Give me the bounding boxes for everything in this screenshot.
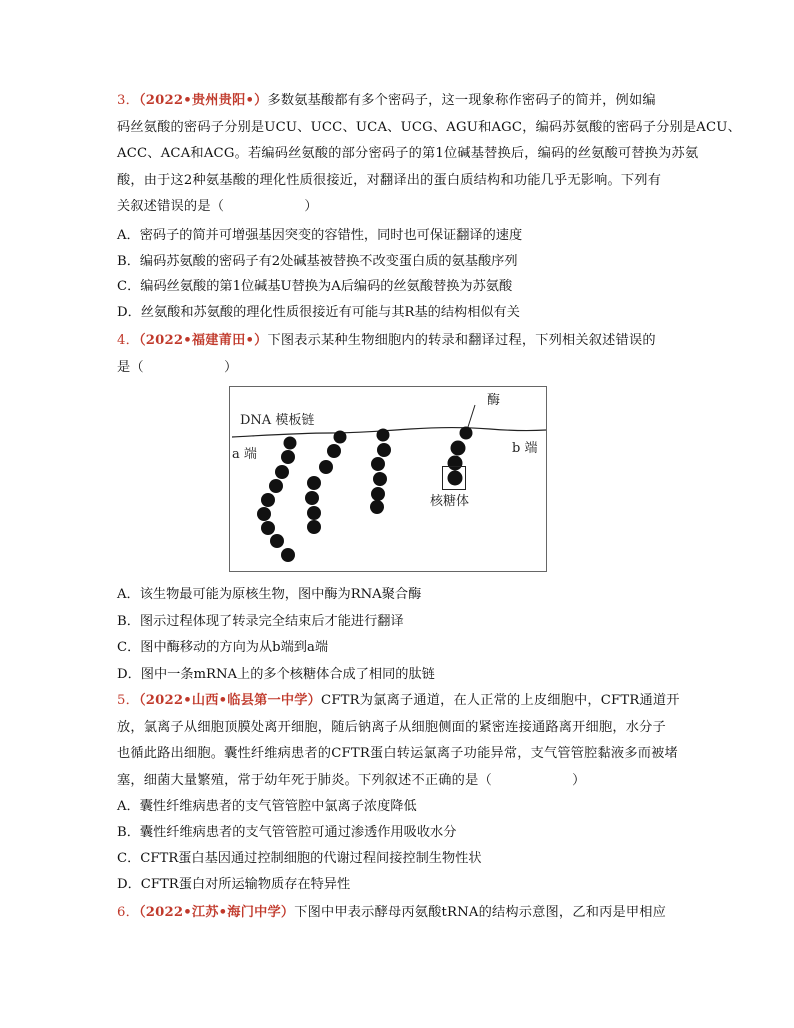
question-5-option-b: B．囊性纤维病患者的支气管管腔可通过渗透作用吸收水分 bbox=[117, 825, 457, 840]
question-4-option-b: B．图示过程体现了转录完全结束后才能进行翻译 bbox=[117, 613, 404, 629]
transcription-translation-figure bbox=[229, 386, 547, 572]
ribosome-dot bbox=[284, 437, 297, 450]
question-5-number: 5． bbox=[117, 693, 139, 708]
question-4-options bbox=[117, 585, 677, 691]
question-3-source: （2022•贵州贵阳•） bbox=[138, 93, 268, 108]
question-3-number: 3． bbox=[117, 93, 139, 108]
question-4 bbox=[117, 328, 677, 381]
ribosome-dot bbox=[307, 476, 321, 490]
ribosome-dot bbox=[319, 460, 333, 474]
question-6-number: 6． bbox=[117, 905, 139, 920]
a-end-label: a 端 bbox=[232, 447, 257, 462]
question-5 bbox=[117, 688, 680, 794]
ribosome-dot bbox=[305, 491, 319, 505]
question-3 bbox=[117, 88, 741, 221]
question-3-line-4: 酸，由于这2种氨基酸的理化性质很接近，对翻译出的蛋白质结构和功能几乎无影响。下列有 bbox=[117, 172, 662, 188]
ribosome-dot bbox=[327, 444, 341, 458]
ribosome-dot bbox=[281, 548, 295, 562]
ribosome-dot bbox=[270, 534, 284, 548]
question-4-option-c: C．图中酶移动的方向为从b端到a端 bbox=[117, 640, 329, 655]
question-4-line-1: 4．（2022•福建莆田•）下图表示某种生物细胞内的转录和翻译过程，下列相关叙述错误的 bbox=[117, 333, 656, 348]
ribosome-dot bbox=[257, 507, 271, 521]
question-5-option-a: A．囊性纤维病患者的支气管管腔中氯离子浓度降低 bbox=[117, 799, 417, 814]
ribosome-dot bbox=[261, 493, 275, 507]
ribosome-dot bbox=[307, 506, 321, 520]
enzyme-label: 酶 bbox=[487, 393, 501, 408]
question-4-option-d: D．图中一条mRNA上的多个核糖体合成了相同的肽链 bbox=[117, 666, 435, 682]
question-3-option-c: C．编码丝氨酸的第1位碱基U替换为A后编码的丝氨酸替换为苏氨酸 bbox=[117, 279, 513, 294]
question-5-line-3: 也循此路出细胞。囊性纤维病患者的CFTR蛋白转运氯离子功能异常，支气管管腔黏液多而被堵 bbox=[117, 746, 678, 761]
question-3-line-2: 码丝氨酸的密码子分别是UCU、UCC、UCA、UCG、AGU和AGC，编码苏氨酸的密码子分别是ACU、 bbox=[117, 119, 741, 135]
question-3-option-b: B．编码苏氨酸的密码子有2处碱基被替换不改变蛋白质的氨基酸序列 bbox=[117, 253, 518, 269]
ribosome-label: 核糖体 bbox=[430, 494, 470, 509]
ribosome-dot bbox=[334, 431, 347, 444]
ribosome-dot bbox=[307, 520, 321, 534]
question-6 bbox=[117, 900, 677, 927]
question-4-line-2: 是（ ） bbox=[117, 359, 238, 375]
ribosome-dot bbox=[261, 521, 275, 535]
question-3-option-a: A．密码子的简并可增强基因突变的容错性，同时也可保证翻译的速度 bbox=[117, 228, 523, 243]
enzyme-pointer bbox=[468, 405, 475, 427]
question-5-line-4: 塞，细菌大量繁殖，常于幼年死于肺炎。下列叙述不正确的是（ ） bbox=[117, 772, 586, 788]
question-5-line-1: 5．（2022•山西•临县第一中学）CFTR为氯离子通道，在人正常的上皮细胞中，CFTR通道开 bbox=[117, 693, 680, 708]
ribosome-dot bbox=[373, 472, 387, 486]
question-5-options bbox=[117, 797, 677, 901]
ribosome-dot bbox=[275, 465, 289, 479]
question-4-source: （2022•福建莆田•） bbox=[138, 333, 268, 348]
b-end-label: b 端 bbox=[512, 441, 538, 456]
ribosome-dot bbox=[281, 450, 295, 464]
ribosome-dot bbox=[371, 457, 385, 471]
ribosome-dot bbox=[451, 441, 466, 456]
question-5-option-d: D．CFTR蛋白对所运输物质存在特异性 bbox=[117, 877, 351, 892]
question-6-source: （2022•江苏•海门中学） bbox=[138, 905, 295, 920]
question-4-option-a: A．该生物最可能为原核生物，图中酶为RNA聚合酶 bbox=[117, 587, 422, 602]
ribosome-dot bbox=[371, 487, 385, 501]
question-3-options bbox=[117, 226, 677, 328]
enzyme-dot bbox=[460, 427, 473, 440]
ribosome-dot bbox=[377, 443, 391, 457]
question-3-option-d: D．丝氨酸和苏氨酸的理化性质很接近有可能与其R基的结构相似有关 bbox=[117, 304, 520, 320]
question-5-option-c: C．CFTR蛋白基因通过控制细胞的代谢过程间接控制生物性状 bbox=[117, 851, 482, 866]
dna-template-label: DNA 模板链 bbox=[240, 413, 315, 428]
question-6-line-1: 6．（2022•江苏•海门中学）下图中甲表示酵母丙氨酸tRNA的结构示意图，乙和丙是甲相应 bbox=[117, 905, 667, 920]
question-3-line-5: 关叙述错误的是（ ） bbox=[117, 199, 318, 214]
ribosome-highlight-box bbox=[442, 466, 466, 490]
ribosome-dot bbox=[377, 429, 390, 442]
question-5-source: （2022•山西•临县第一中学） bbox=[138, 693, 322, 708]
ribosome-dot bbox=[269, 479, 283, 493]
question-3-line-1: 3．（2022•贵州贵阳•）多数氨基酸都有多个密码子，这一现象称作密码子的简并，例如编 bbox=[117, 93, 656, 108]
question-3-line-3: ACC、ACA和ACG。若编码丝氨酸的部分密码子的第1位碱基替换后，编码的丝氨酸可替换为苏氨 bbox=[117, 146, 699, 161]
question-5-line-2: 放，氯离子从细胞顶膜处离开细胞，随后钠离子从细胞侧面的紧密连接通路离开细胞，水分子 bbox=[117, 719, 666, 735]
ribosome-dot bbox=[370, 500, 384, 514]
question-4-number: 4． bbox=[117, 333, 139, 348]
